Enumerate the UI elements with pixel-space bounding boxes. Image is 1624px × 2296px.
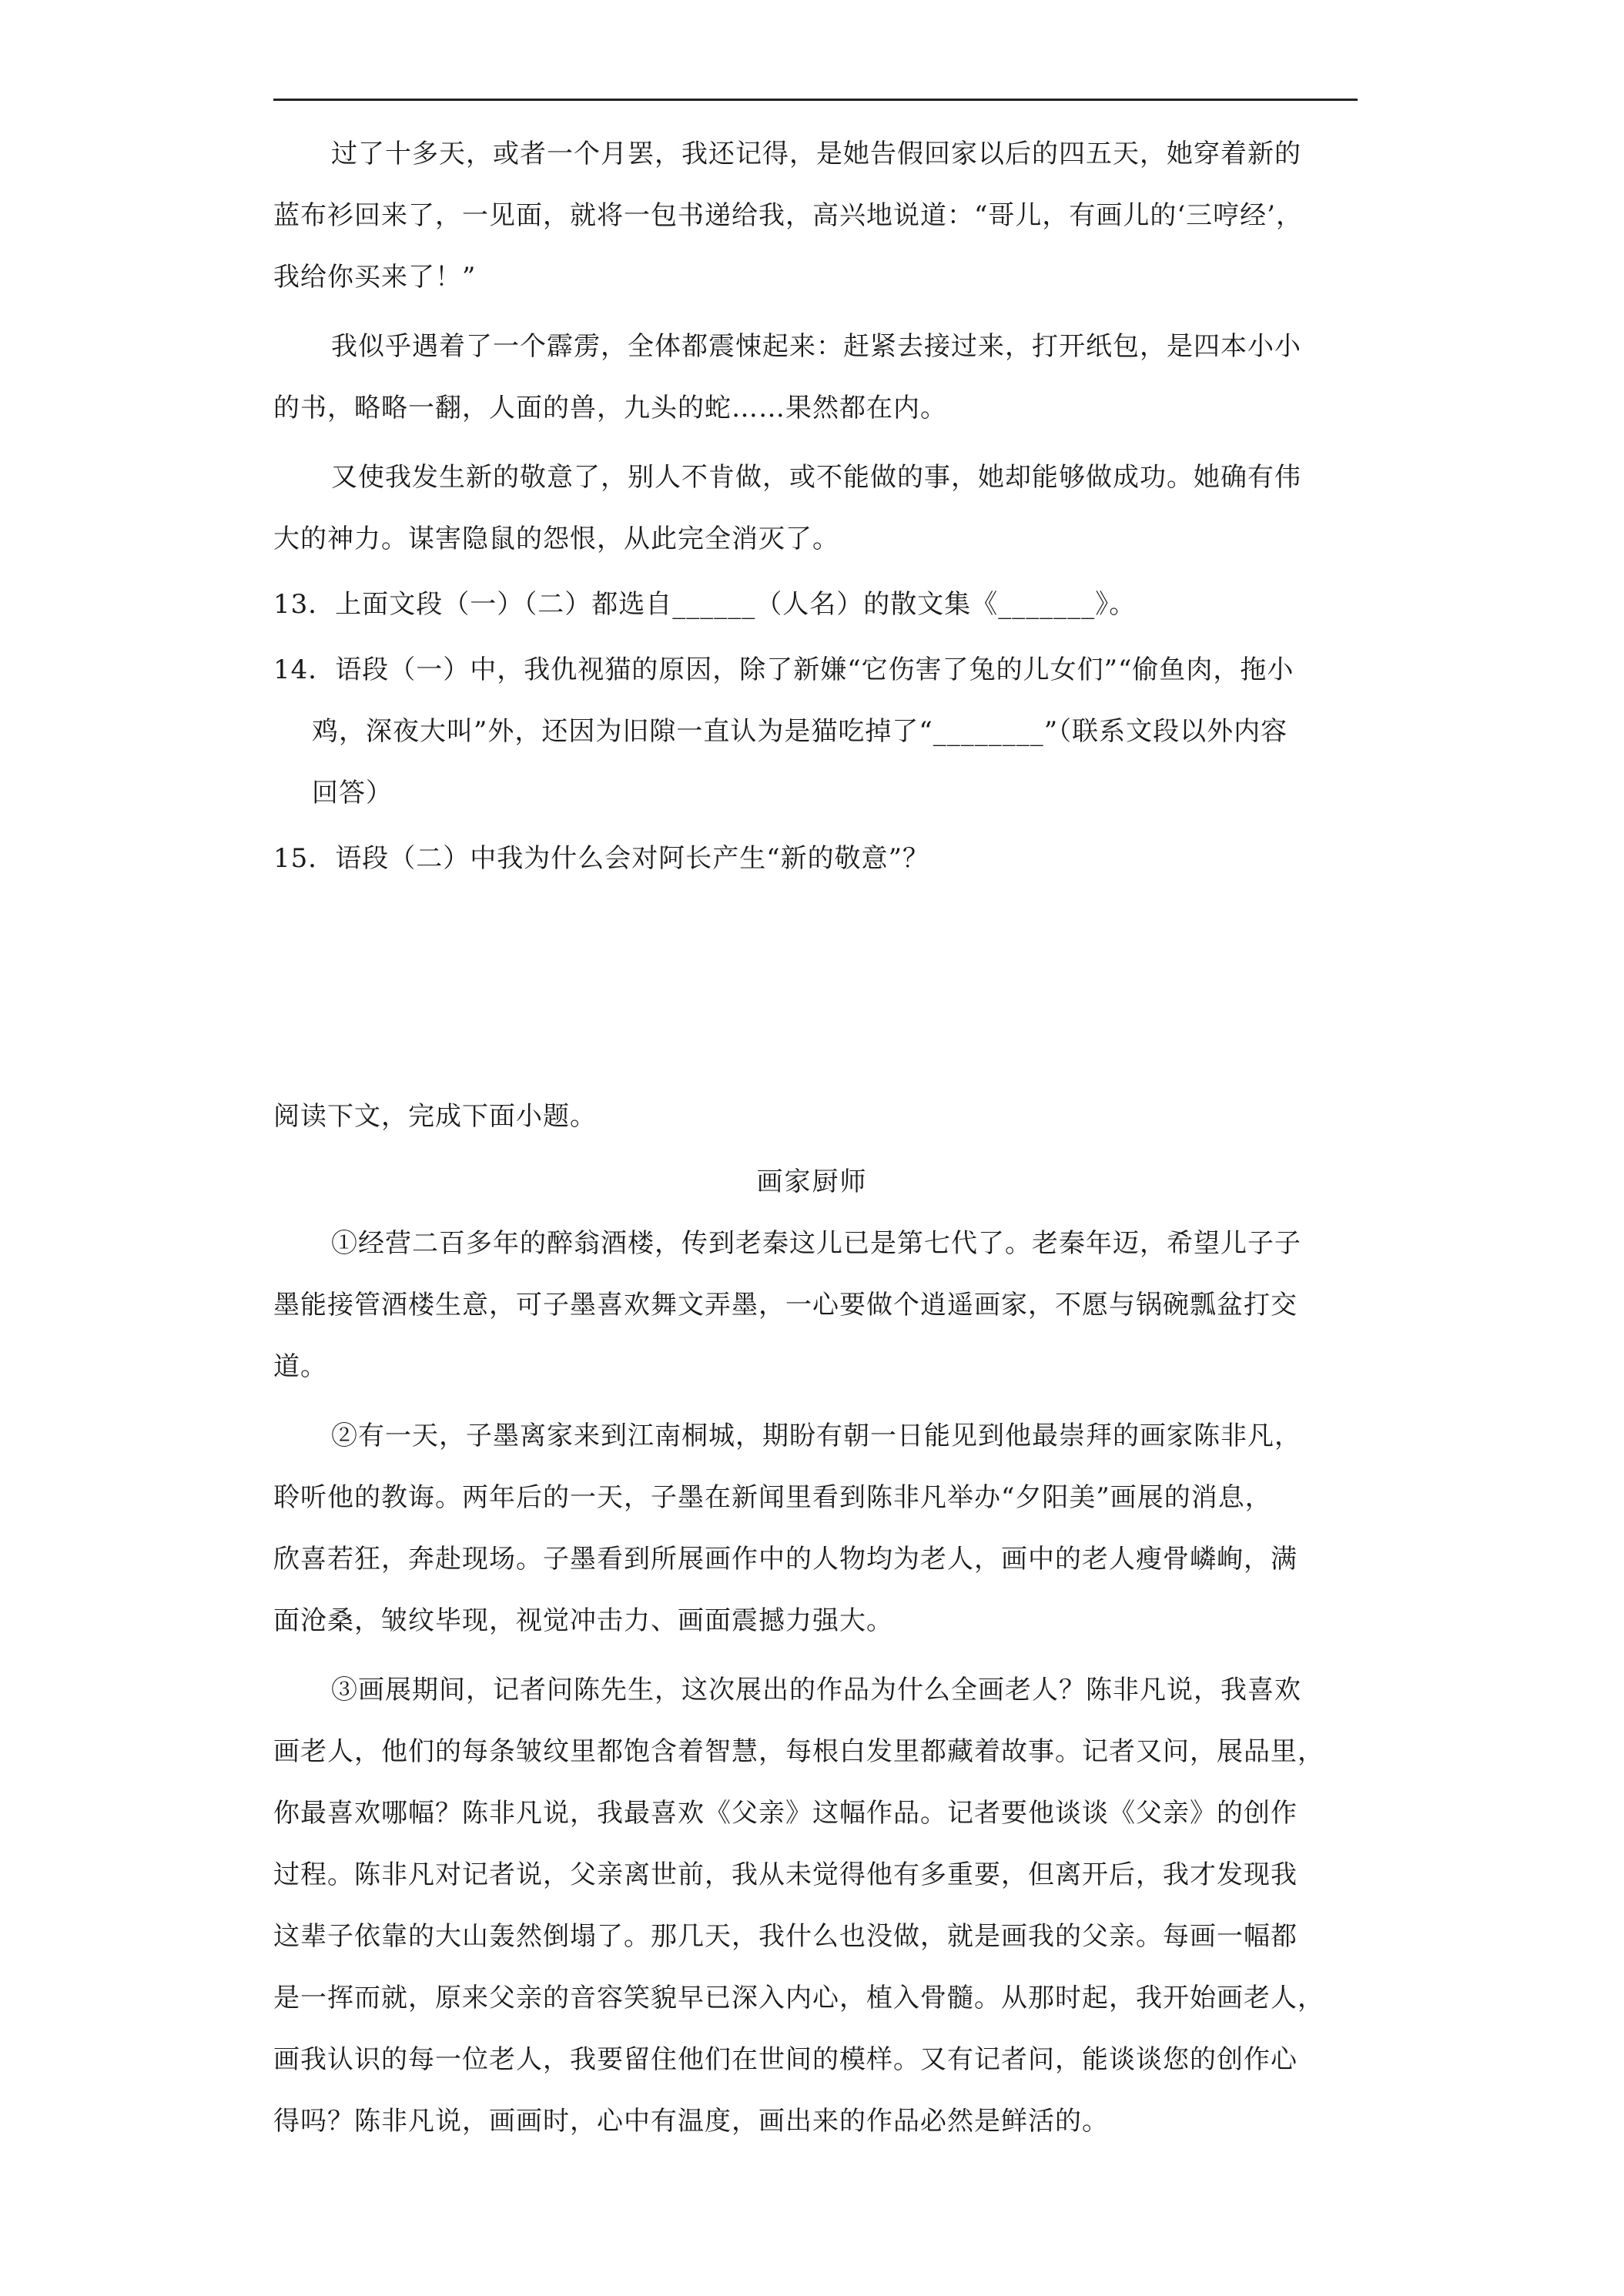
story-p3-line4: 过程。陈非凡对记者说，父亲离世前，我从未觉得他有多重要，但离开后，我才发现我 — [273, 1859, 1298, 1890]
story-p2-line4: 面沧桑，皱纹毕现，视觉冲击力、画面震撼力强大。 — [273, 1605, 893, 1636]
question-14-line3: 回答） — [312, 778, 393, 808]
header-rule — [273, 99, 1358, 101]
story-p2-line3: 欣喜若狂，奔赴现场。子墨看到所展画作中的人物均为老人，画中的老人瘦骨嶙峋，满 — [273, 1544, 1298, 1575]
passage1-p1-line2: 蓝布衫回来了，一见面，就将一包书递给我，高兴地说道：“哥儿，有画儿的‘三哼经’， — [273, 200, 1303, 231]
passage1-p1-line3: 我给你买来了！” — [273, 262, 477, 293]
story-p1-line1: ①经营二百多年的醉翁酒楼，传到老秦这儿已是第七代了。老秦年迈，希望儿子子 — [331, 1228, 1301, 1259]
question-15: 15．语段（二）中我为什么会对阿长产生“新的敬意”？ — [273, 843, 930, 874]
story-p3-line7: 画我认识的每一位老人，我要留住他们在世间的模样。又有记者问，能谈谈您的创作心 — [273, 2044, 1298, 2075]
question-13: 13．上面文段（一）（二）都选自______（人名）的散文集《_______》。 — [273, 589, 1137, 620]
passage1-p1-line1: 过了十多天，或者一个月罢，我还记得，是她告假回家以后的四五天，她穿着新的 — [331, 139, 1301, 169]
passage1-p2-line1: 我似乎遇着了一个霹雳，全体都震悚起来：赶紧去接过来，打开纸包，是四本小小 — [331, 331, 1301, 362]
story-p3-line3: 你最喜欢哪幅？陈非凡说，我最喜欢《父亲》这幅作品。记者要他谈谈《父亲》的创作 — [273, 1798, 1298, 1829]
story-p1-line3: 道。 — [273, 1351, 327, 1382]
story-p3-line6: 是一挥而就，原来父亲的音容笑貌早已深入内心，植入骨髓。从那时起，我开始画老人， — [273, 1983, 1324, 2013]
passage1-p3-line2: 大的神力。谋害隐鼠的怨恨，从此完全消灭了。 — [273, 524, 839, 554]
story-p2-line1: ②有一天，子墨离家来到江南桐城，期盼有朝一日能见到他最崇拜的画家陈非凡， — [331, 1421, 1301, 1451]
story-title: 画家厨师 — [756, 1166, 868, 1197]
story-p3-line2: 画老人，他们的每条皱纹里都饱含着智慧，每根白发里都藏着故事。记者又问，展品里， — [273, 1736, 1324, 1767]
question-14-line1: 14．语段（一）中，我仇视猫的原因，除了新嫌“它伤害了兔的儿女们”“偷鱼肉，拖小 — [273, 654, 1294, 685]
story-p3-line8: 得吗？陈非凡说，画画时，心中有温度，画出来的作品必然是鲜活的。 — [273, 2106, 1109, 2137]
story-p3-line5: 这辈子依靠的大山轰然倒塌了。那几天，我什么也没做，就是画我的父亲。每画一幅都 — [273, 1921, 1298, 1952]
reading-intro: 阅读下文，完成下面小题。 — [273, 1101, 597, 1132]
story-p1-line2: 墨能接管酒楼生意，可子墨喜欢舞文弄墨，一心要做个逍遥画家，不愿与锅碗瓢盆打交 — [273, 1290, 1298, 1320]
story-p3-line1: ③画展期间，记者问陈先生，这次展出的作品为什么全画老人？陈非凡说，我喜欢 — [331, 1675, 1301, 1705]
question-14-line2: 鸡，深夜大叫”外，还因为旧隙一直认为是猫吃掉了“________”（联系文段以外内容 — [312, 716, 1288, 747]
story-p2-line2: 聆听他的教诲。两年后的一天，子墨在新闻里看到陈非凡举办“夕阳美”画展的消息， — [273, 1482, 1272, 1513]
passage1-p3-line1: 又使我发生新的敬意了，别人不肯做，或不能做的事，她却能够做成功。她确有伟 — [331, 462, 1301, 493]
passage1-p2-line2: 的书，略略一翻，人面的兽，九头的蛇……果然都在内。 — [273, 393, 947, 423]
